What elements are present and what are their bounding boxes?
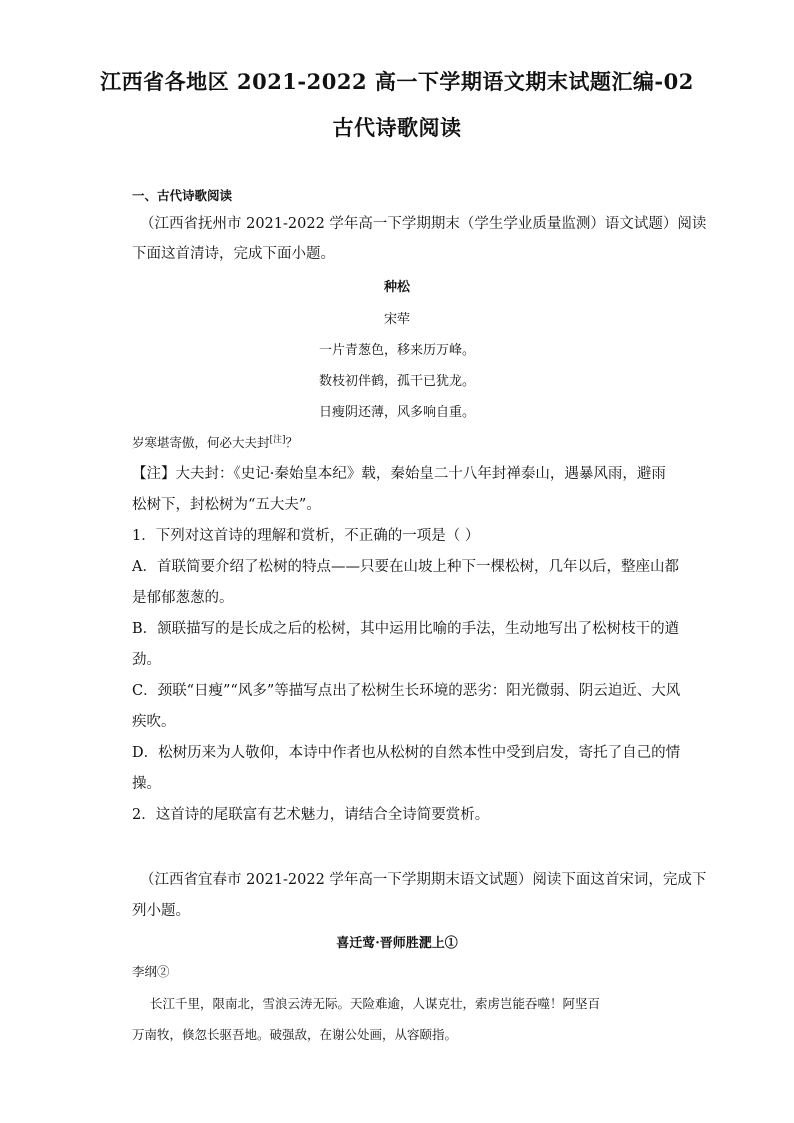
option-a: A．首联简要介绍了松树的特点——只要在山坡上种下一棵松树，几年以后，整座山都	[132, 559, 679, 575]
question-2: 2．这首诗的尾联富有艺术魅力，请结合全诗简要赏析。	[132, 807, 490, 823]
ci-line-cont: 万南牧，倏忽长驱吾地。破强敌，在谢公处画，从容颐指。	[132, 1027, 458, 1042]
poem-author: 宋荦	[383, 312, 410, 327]
ci-line: 长江千里，限南北，雪浪云涛无际。天险难逾，人谋克壮，索虏岂能吞噬！阿坚百	[150, 996, 601, 1011]
poem-note: 【注】大夫封：《史记·秦始皇本纪》载，秦始皇二十八年封禅泰山，遇暴风雨，避雨	[132, 466, 666, 482]
section-heading: 一、古代诗歌阅读	[132, 188, 233, 203]
poem-last-tail: ？	[285, 435, 299, 451]
ci-author: 李纲②	[132, 964, 170, 979]
passage-intro-2: （江西省宜春市 2021-2022 学年高一下学期期末语文试题）阅读下面这首宋词，完成下	[140, 872, 707, 888]
option-d: D．松树历来为人敬仰，本诗中作者也从松树的自然本性中受到启发，寄托了自己的情	[132, 745, 681, 761]
passage-intro-cont: 下面这首清诗，完成下面小题。	[132, 246, 335, 262]
option-b: B．颔联描写的是长成之后的松树，其中运用比喻的手法，生动地写出了松树枝干的遒	[132, 621, 680, 637]
poem-line: 数枝初伴鹤，孤干已犹龙。	[318, 374, 475, 389]
note-marker: [注]	[269, 435, 286, 445]
option-b-cont: 劲。	[132, 652, 161, 668]
passage-intro-2-cont: 列小题。	[132, 903, 190, 919]
poem-line: 日瘦阴还薄，风多响自重。	[318, 405, 475, 420]
option-d-cont: 操。	[132, 776, 161, 792]
passage-intro: （江西省抚州市 2021-2022 学年高一下学期期末（学生学业质量监测）语文试题）阅读	[140, 216, 707, 232]
ci-title: 喜迁莺·晋师胜淝上①	[336, 936, 458, 951]
option-a-cont: 是郁郁葱葱的。	[132, 590, 234, 606]
poem-last-line	[132, 432, 298, 451]
poem-title: 种松	[383, 280, 410, 295]
document-subtitle: 古代诗歌阅读	[332, 115, 462, 140]
question-1: 1．下列对这首诗的理解和赏析，不正确的一项是（ ）	[132, 528, 480, 544]
poem-line: 一片青葱色，移来历万峰。	[318, 343, 475, 358]
option-c: C．颈联“日瘦”“风多”等描写点出了松树生长环境的恶劣：阳光微弱、阴云迫近、大风	[132, 683, 681, 699]
poem-note-cont: 松树下，封松树为“五大夫”。	[132, 497, 321, 513]
option-c-cont: 疾吹。	[132, 714, 176, 730]
poem-last-text: 岁寒堪寄傲，何必大夫封	[132, 435, 270, 451]
document-title: 江西省各地区 2021-2022 高一下学期语文期末试题汇编-02	[100, 69, 694, 94]
